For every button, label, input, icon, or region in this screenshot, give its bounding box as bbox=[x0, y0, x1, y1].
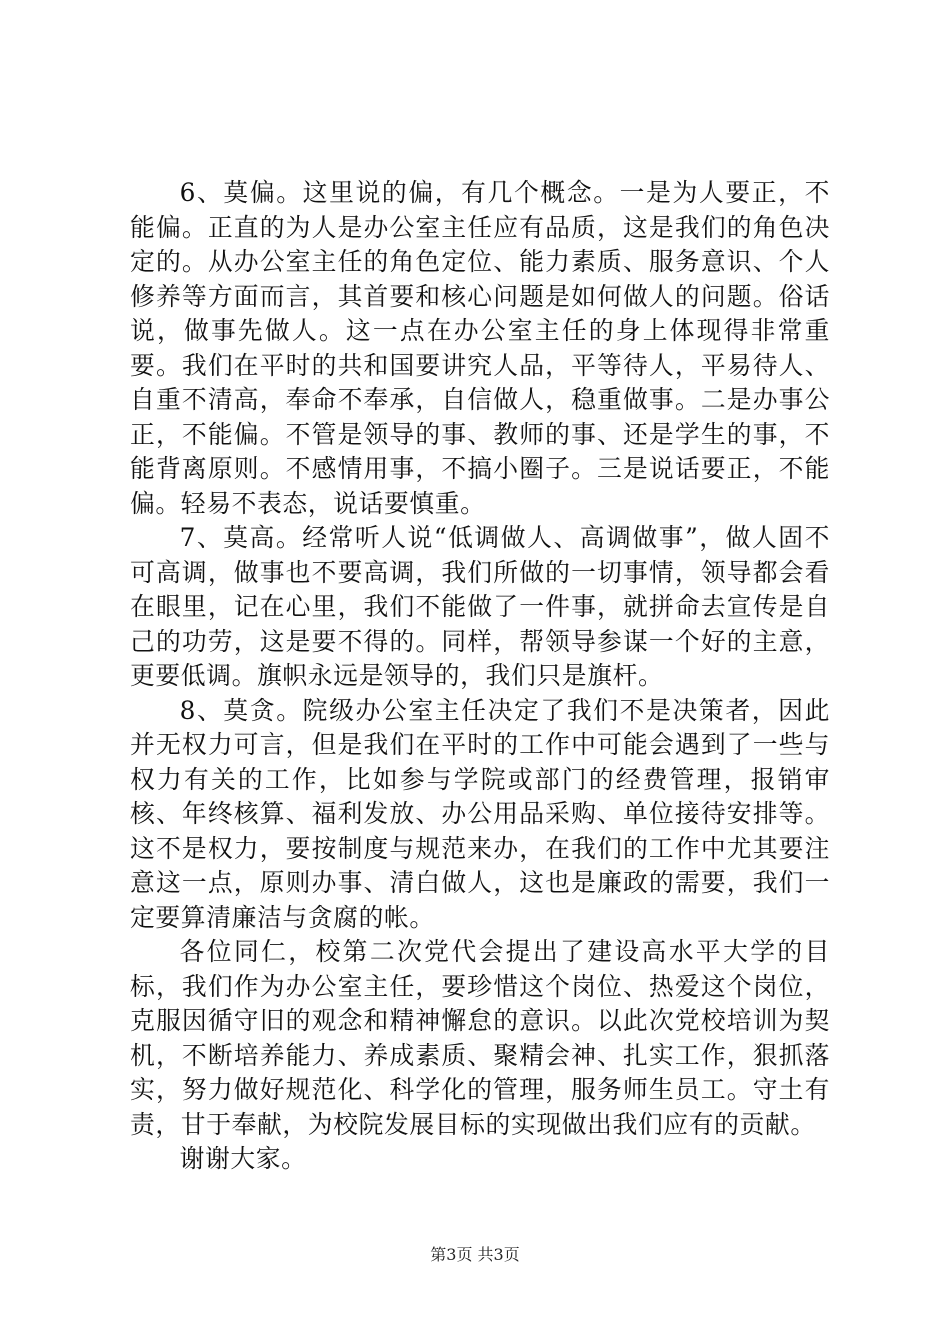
paragraph-8-mo-tan: 8、莫贪。院级办公室主任决定了我们不是决策者，因此并无权力可言，但是我们在平时的工作中可能会遇到了一些与权力有关的工作，比如参与学院或部门的经费管理，报销审核、年终核算、福利发放、办公用品采购、单位接待安排等。这不是权力，要按制度与规范来办，在我们的工作中尤其要注意这一点，原则办事、清白做人，这也是廉政的需要，我们一定要算清廉洁与贪腐的帐。 bbox=[130, 695, 830, 932]
paragraph-thanks: 谢谢大家。 bbox=[179, 1144, 307, 1173]
paragraph-7-mo-gao: 7、莫高。经常听人说“低调做人、高调做事”，做人固不可高调，做事也不要高调，我们所做的一切事情，领导都会看在眼里，记在心里，我们不能做了一件事，就拼命去宣传是自己的功劳，这是要不得的。同样，帮领导参谋一个好的主意，更要低调。旗帜永远是领导的，我们只是旗杆。 bbox=[130, 523, 830, 690]
paragraph-6-mo-pian: 6、莫偏。这里说的偏，有几个概念。一是为人要正，不能偏。正直的为人是办公室主任应有品质，这是我们的角色决定的。从办公室主任的角色定位、能力素质、服务意识、个人修养等方面而言，其首要和核心问题是如何做人的问题。俗话说，做事先做人。这一点在办公室主任的身上体现得非常重要。我们在平时的共和国要讲究人品，平等待人，平易待人、自重不清高，奉命不奉承，自信做人，稳重做事。二是办事公正，不能偏。不管是领导的事、教师的事、还是学生的事，不能背离原则。不感情用事，不搞小圈子。三是说话要正，不能偏。轻易不表态，说话要慎重。 bbox=[130, 178, 830, 518]
paragraph-closing-remarks: 各位同仁，校第二次党代会提出了建设高水平大学的目标，我们作为办公室主任，要珍惜这个岗位、热爱这个岗位，克服因循守旧的观念和精神懈怠的意识。以此次党校培训为契机，不断培养能力、养成素质、聚精会神、扎实工作，狠抓落实，努力做好规范化、科学化的管理，服务师生员工。守土有责，甘于奉献，为校院发展目标的实现做出我们应有的贡献。 bbox=[130, 937, 830, 1139]
page-footer: 第3页 共3页 bbox=[430, 1245, 520, 1264]
document-body bbox=[130, 176, 830, 1177]
